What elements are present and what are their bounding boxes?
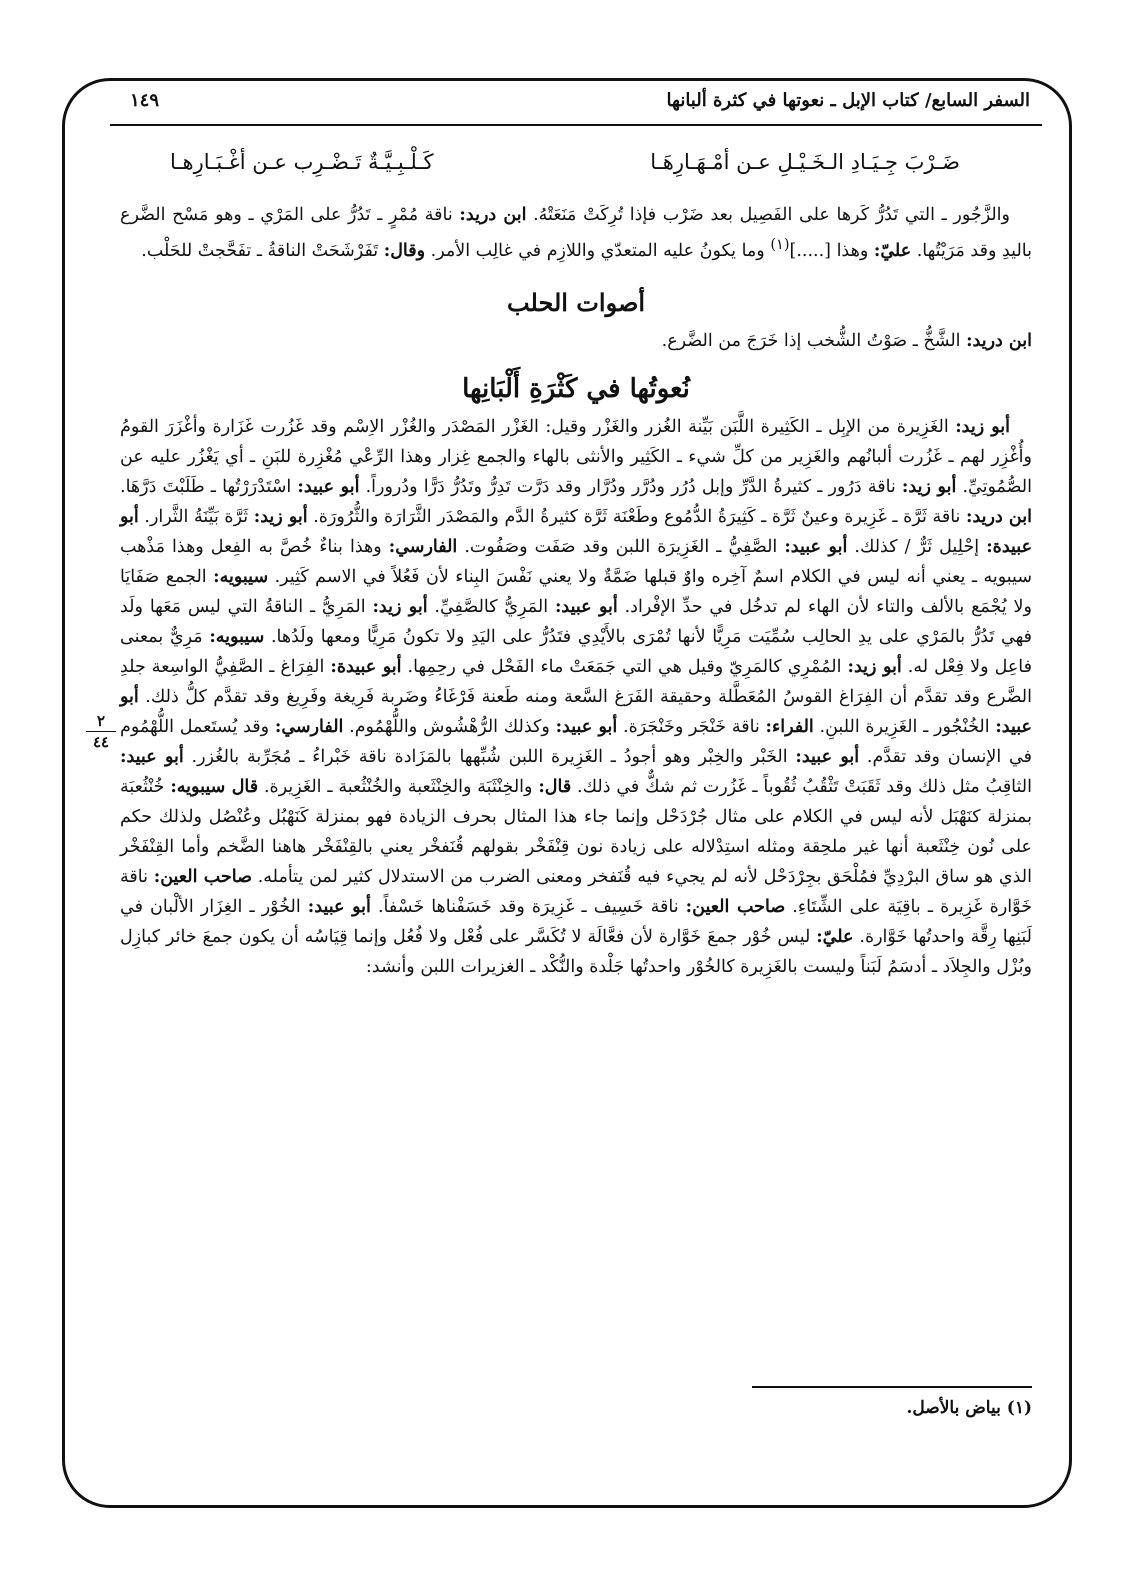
entry-text: الصَّفِيُّ ـ الغَزِيرَة اللبن وقد صَفَت وصَفُوت.	[457, 536, 785, 557]
source-name: قال:	[538, 776, 572, 797]
source-name: صاحب العين:	[685, 896, 786, 917]
entry-text: ناقة خَوَّارة غَزِيرة ـ باقِيَة على الشِّتَاءِ.	[120, 866, 1033, 917]
poetry-verse	[170, 150, 960, 190]
marginal-reference	[82, 712, 120, 751]
source-name: ابن دريد:	[966, 330, 1032, 351]
footnote-number: (١)	[1006, 1398, 1032, 1418]
entry-text: ناقة خَنْجَر وخَنْجَرَة.	[617, 716, 766, 737]
source-name: سيبويه:	[209, 626, 265, 647]
page-number: ١٤٩	[130, 90, 160, 111]
source-name: ابن دريد:	[459, 205, 527, 225]
paragraph-abundant-milk	[120, 412, 1032, 982]
source-name: عليّ:	[816, 926, 854, 947]
entry-text: وهذا بناءٌ خُصَّ به الفِعل وهذا مَذْهب سيبويه ـ يعني أنه ليس في الكلام اسمٌ آخِره واوٌ قبلها ضَمَّةٌ ولا يعني نَفْسَ البِناء لأن فَعُلاً في الاسم كَثِير.	[120, 536, 1032, 587]
footnote	[700, 1398, 1032, 1418]
paragraph-milking-sounds: ابن دريد: الشَّخُّ ـ صَوْتُ الشُّخب إذا خَرَجَ من الضَّرع.	[661, 330, 1032, 351]
entry-text: الخُوْر ـ الغِزَار الألْبان في لَبَنِها رِقَّة واحدتُها خَوَّارة.	[120, 896, 1032, 947]
entry-text: خُنْثُعبَة بمنزلة كنَهْبَل لأنه ليس في الكلام على مثال جُرْدَحْل وإنما جاء هذا المثال بحرف الزيادة فهو بمنزلة كَنَهْبُل وعُنْصُل ولذلك حكم على نُون خِنْثَعبة أنها غير ملحِقة ومثله استِدْلاله على زيادة نون قِنْفَخْر بقولهم قُنَفخْر يعني بالقِنْفَخْر هاهنا الضَّخم وأما القِنْفَخْر الذي هو ساق البرْدِيِّ فمُلْحَق بجِرْدَحْل لأنه لم يجيء فيه قُنَفخر ومعنى الضرب من الاستدلال كثير لمن يتأمله.	[120, 776, 1032, 887]
entry-text: ناقة خَسِيف ـ غَزِيرَة وقد خَسَفْناها خَسْفاً.	[370, 896, 686, 917]
source-name: أبو عبيد:	[120, 686, 1032, 737]
marginal-bar	[86, 731, 116, 732]
entry-text: الفِرَاغ ـ الصَّفِيُّ الواسِعة جلدِ الضَّرع وقد تقدَّم أن الفِرَاغ القوسُ المُعَطَّلة وحقيقة الفَرَغ السَّعة ومنه طَعنة فَرْغَاءُ وضَربة فَرِيغة وفَرِيغ وقد تقدَّم كلُّ ذلك.	[120, 656, 1032, 707]
source-name: الفارسي:	[388, 536, 458, 557]
source-name: صاحب العين:	[153, 866, 252, 887]
entry-text: الخَبْر والخِبْر وهو أجودُ ـ الغَزِيرة اللبن شُبِّهها بالمَزَادة ناقة خَبْراءُ ـ مُجَرِّبة بالغُزر.	[183, 746, 796, 767]
source-name: أبو زيد:	[372, 596, 428, 617]
source-name: أبو عبيد:	[784, 536, 848, 557]
marginal-bottom: ٤٤	[92, 733, 110, 751]
entry-text: المَرِيُّ كالصَّفِيِّ.	[427, 596, 555, 617]
source-name: أبو زيد:	[847, 656, 902, 677]
section-heading-abundant-milk: نُعوتُها في كَثْرَةِ أَلْبَانِها	[462, 373, 690, 404]
source-name: أبو عبيد:	[795, 746, 860, 767]
entry-text: الخُنْجُور ـ الغَزِيرة اللبنِ.	[813, 716, 996, 737]
source-name: أبو عبيد:	[297, 476, 360, 497]
verse-hemistich-left: كَـلْـبِـيَّـةٌ تَـضْـرِب عـن أغْـبَـارِهـا	[170, 150, 434, 174]
entry-text: اسْتَدْرَرْتُها ـ طَلَبْتَ دَرَّهَا.	[120, 476, 298, 497]
entry-text: ليس خُوْر جمعَ خَوَّارة لأن فعَّالَة لا تُكَسَّر على فُعْل ولا فُعُل وإنما قِيَاسُه أن يكون جمعَ خائر كبازِل وبُزْل والجِلاَد ـ أدسَمُ لَبَناً وليست بالغَزِيرة كالخُوْر واحدتُها جَلْدة والنُّكْد ـ الغزيرات اللبن وأنشد:	[120, 926, 1032, 977]
entry-text: الثاقِبُ مثل ذلك وقد ثَقَبَتْ تَثْقُبُ ثُقُوباً ـ غَزُرت ثم شكٌّ في ذلك.	[571, 776, 1032, 797]
entry-text: الجمع صَفَايَا ولا يُجْمَع بالألف والتاء لأن الهاء لم تدخُل في حدِّ الإفْراد.	[120, 566, 1032, 617]
source-name: أبو زيد:	[901, 476, 957, 497]
running-title: السفر السابع/ كتاب الإبل ـ نعوتها في كثرة ألبانها	[666, 90, 1030, 111]
footnote-rule	[752, 1386, 1032, 1388]
entry-text: المُمْرِي كالمَرِيّ وقيل هي التي جَمَعَتْ ماء الفَحْل في رحِمِها.	[401, 656, 848, 677]
entry-text: المَرِيُّ ـ الناقةُ التي ليس مَعَها ولَد فهي تَدُرُّ بالمَرْي على يدِ الحالِب سُمِّيَت مَرِيًّا لأنها تُمْرَى بالأَيْدِي فتَدُرُّ على اليَدِ ولا تكونُ مَرِيًّا ومعها ولَدُها.	[120, 596, 1032, 647]
footnote-marker[interactable]: (١)	[770, 236, 790, 253]
source-name: الفارسي:	[274, 716, 344, 737]
source-name: قال سيبويه:	[170, 776, 259, 797]
footnote-text: بياض بالأصل.	[906, 1398, 1001, 1418]
entry-text: وكذلك الرُّهْشُوش واللُّهْمُوم.	[343, 716, 556, 737]
source-name: أبو عبيد:	[554, 596, 618, 617]
source-name: أبو زيد:	[253, 506, 308, 527]
source-name: أبو عبيد:	[120, 746, 184, 767]
source-name: وقال:	[383, 240, 426, 261]
entry-text: ثَرَّة بَيِّنَةُ الثَّرار.	[138, 506, 254, 527]
source-name: أبو عبيدة:	[330, 656, 402, 677]
running-header	[110, 86, 1030, 122]
entry-text: مَرِيٌّ بمعنى فاعِل ولا فِعْل له.	[120, 626, 1032, 677]
marginal-top: ٢	[96, 712, 106, 730]
source-name: أبو عبيدة:	[120, 506, 1033, 557]
entry-text: الغَزِيرة من الإبِل ـ الكَثِيرة اللَّبَن بَيِّنة الغُزر والغَزْر وقيل: الغَزْر المَصْدَر والغُزْر الاِسْم وقد غَزُرت غَزَارة وأغْزَرَ القومُ وأُغْزِر لهم ـ غَزُرت ألبانُهم والغَزِير من كلِّ شيء ـ الكَثِير والأنثى بالهاء والجمع غِزار وهذا الرِّعْي مُغْزِرة للبَنِ ـ أي يَغْزُر عليه عن الصُّمُوتِيِّ.	[120, 416, 1033, 497]
entry-text: إحْلِيل ثَرٌّ / كذلك.	[847, 536, 987, 557]
source-name: أبو زيد:	[955, 416, 1010, 437]
source-name: عليّ:	[873, 240, 912, 261]
source-name: أبو عبيد:	[555, 716, 618, 737]
paragraph-zajur: والزَّجُور ـ التي تَدُرُّ كَرها على الفَصِيل بعد ضَرْب فإذا تُرِكَتْ مَنَعَتْهُ. ابن دريد: ناقة مُمْرٍ ـ تَدُرُّ على المَرْي ـ وهو مَسْح الضَّرع باليدِ وقد مَرَيْتُها. عليّ: وهذا [.....]$^{(١)}$ وما يكونُ عليه المتعدّي واللازِم في غالِب الأمر. وقال: تَفَرْشَحَتْ الناقةُ ـ تفَحَّجتْ للحَلْب.	[120, 205, 1032, 261]
header-rule	[110, 124, 1042, 126]
verse-hemistich-right: ضَـرْبَ جِـيَـادِ الـخَـيْـلِ عـن أمْـهَـارِهَـا	[650, 150, 960, 174]
entry-text: وقد يُستَعمل اللُّهْمُوم في الإنسان وقد تقدَّم.	[120, 716, 1032, 767]
entry-text: ناقة ثَرَّة ـ غَزِيرة وعينٌ ثَرَّة ـ كَثِيرَةُ الدُّمُوع وطَعْنَة ثَرَّة كثيرةُ الدَّم والمَصْدَر الثَّرَارَة والثُّرُورَة.	[307, 506, 967, 527]
source-name: أبو عبيد:	[307, 896, 371, 917]
section-heading-milking-sounds: أصوات الحلب	[506, 287, 646, 317]
source-name: الفراء:	[765, 716, 814, 737]
entry-text: والخِنْثَبَة والخِنْثَعبة والخُنْثُعبة ـ الغَزِيرة.	[258, 776, 539, 797]
entry-text: ناقة دَرُور ـ كثيرةُ الدَّرِّ وإبل دُرُر ودُرَّر ودُرَّار وقد دَرَّت تَدِرُّ وتَدُرُّ دَرًّا ودُروراً.	[359, 476, 902, 497]
main-text	[120, 200, 1032, 1000]
source-name: سيبويه:	[213, 566, 269, 587]
source-name: ابن دريد:	[966, 506, 1032, 527]
